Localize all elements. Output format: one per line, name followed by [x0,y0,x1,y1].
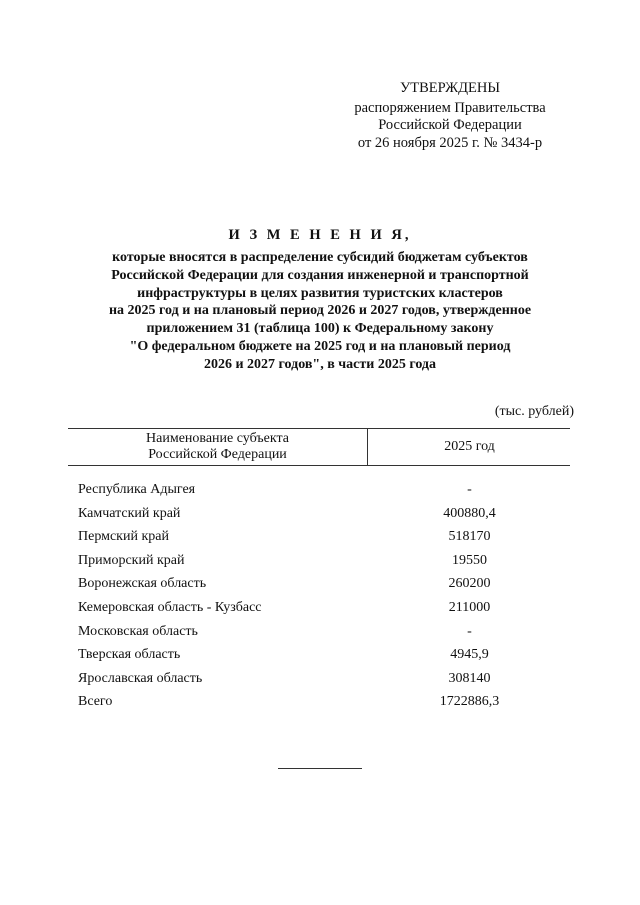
table-body [68,480,570,716]
subtitle-line: приложением 31 (таблица 100) к Федеральному закону [146,321,494,337]
table-row-total [68,692,570,716]
subtitle-line: на 2025 год и на плановый период 2026 и 2027 годов, утвержденное [108,303,532,319]
row-value: 19550 [452,552,487,568]
row-subject-name: Приморский край [78,552,185,568]
document-subtitle [60,249,580,374]
row-value: 400880,4 [443,505,496,521]
end-separator-line [278,768,362,769]
column-header-subject [68,429,368,465]
table-row [68,504,570,528]
subtitle-line: "О федеральном бюджете на 2025 год и на плановый период [129,338,511,354]
row-total-value: 1722886,3 [439,694,500,710]
row-value: 4945,9 [450,647,489,663]
column-header-line: Наименование субъекта [146,431,289,446]
row-subject-name: Московская область [78,623,198,639]
subtitle-line: 2026 и 2027 годов", в части 2025 года [203,356,437,372]
table-header [68,428,570,466]
subtitle-line: инфраструктуры в целях развития туристских кластеров [137,285,503,301]
row-subject-name: Воронежская область [78,576,207,592]
row-subject-name: Республика Адыгея [78,482,196,497]
row-subject-name: Тверская область [78,647,181,663]
table-row [68,574,570,598]
row-value: 518170 [448,529,491,545]
table-row [68,480,570,504]
row-total-label: Всего [78,694,113,710]
approval-block [340,80,560,152]
approval-heading: УТВЕРЖДЕНЫ [399,80,501,96]
column-header-year: 2025 год [444,439,495,454]
table-row [68,669,570,693]
row-value: - [467,482,472,497]
document-title: И З М Е Н Е Н И Я, [228,227,412,243]
table-row [68,551,570,575]
row-value: 308140 [448,670,491,686]
approval-line: Российской Федерации [378,117,522,133]
table-row [68,527,570,551]
column-header-line: Российской Федерации [148,447,287,462]
table-row [68,645,570,669]
row-value: - [467,623,472,639]
approval-line: от 26 ноября 2025 г. № 3434-р [357,134,543,151]
approval-line: распоряжением Правительства [354,99,546,116]
row-value: 211000 [448,599,491,615]
table-row [68,598,570,622]
row-subject-name: Камчатский край [78,505,181,521]
subtitle-line: Российской Федерации для создания инженерной и транспортной [111,267,529,283]
row-subject-name: Ярославская область [78,670,203,686]
row-subject-name: Кемеровская область - Кузбасс [78,599,262,615]
row-value: 260200 [448,576,491,592]
subtitle-line: которые вносятся в распределение субсидий бюджетам субъектов [112,250,528,265]
row-subject-name: Пермский край [78,529,169,545]
units-label: (тыс. рублей) [494,404,574,419]
table-row [68,622,570,646]
